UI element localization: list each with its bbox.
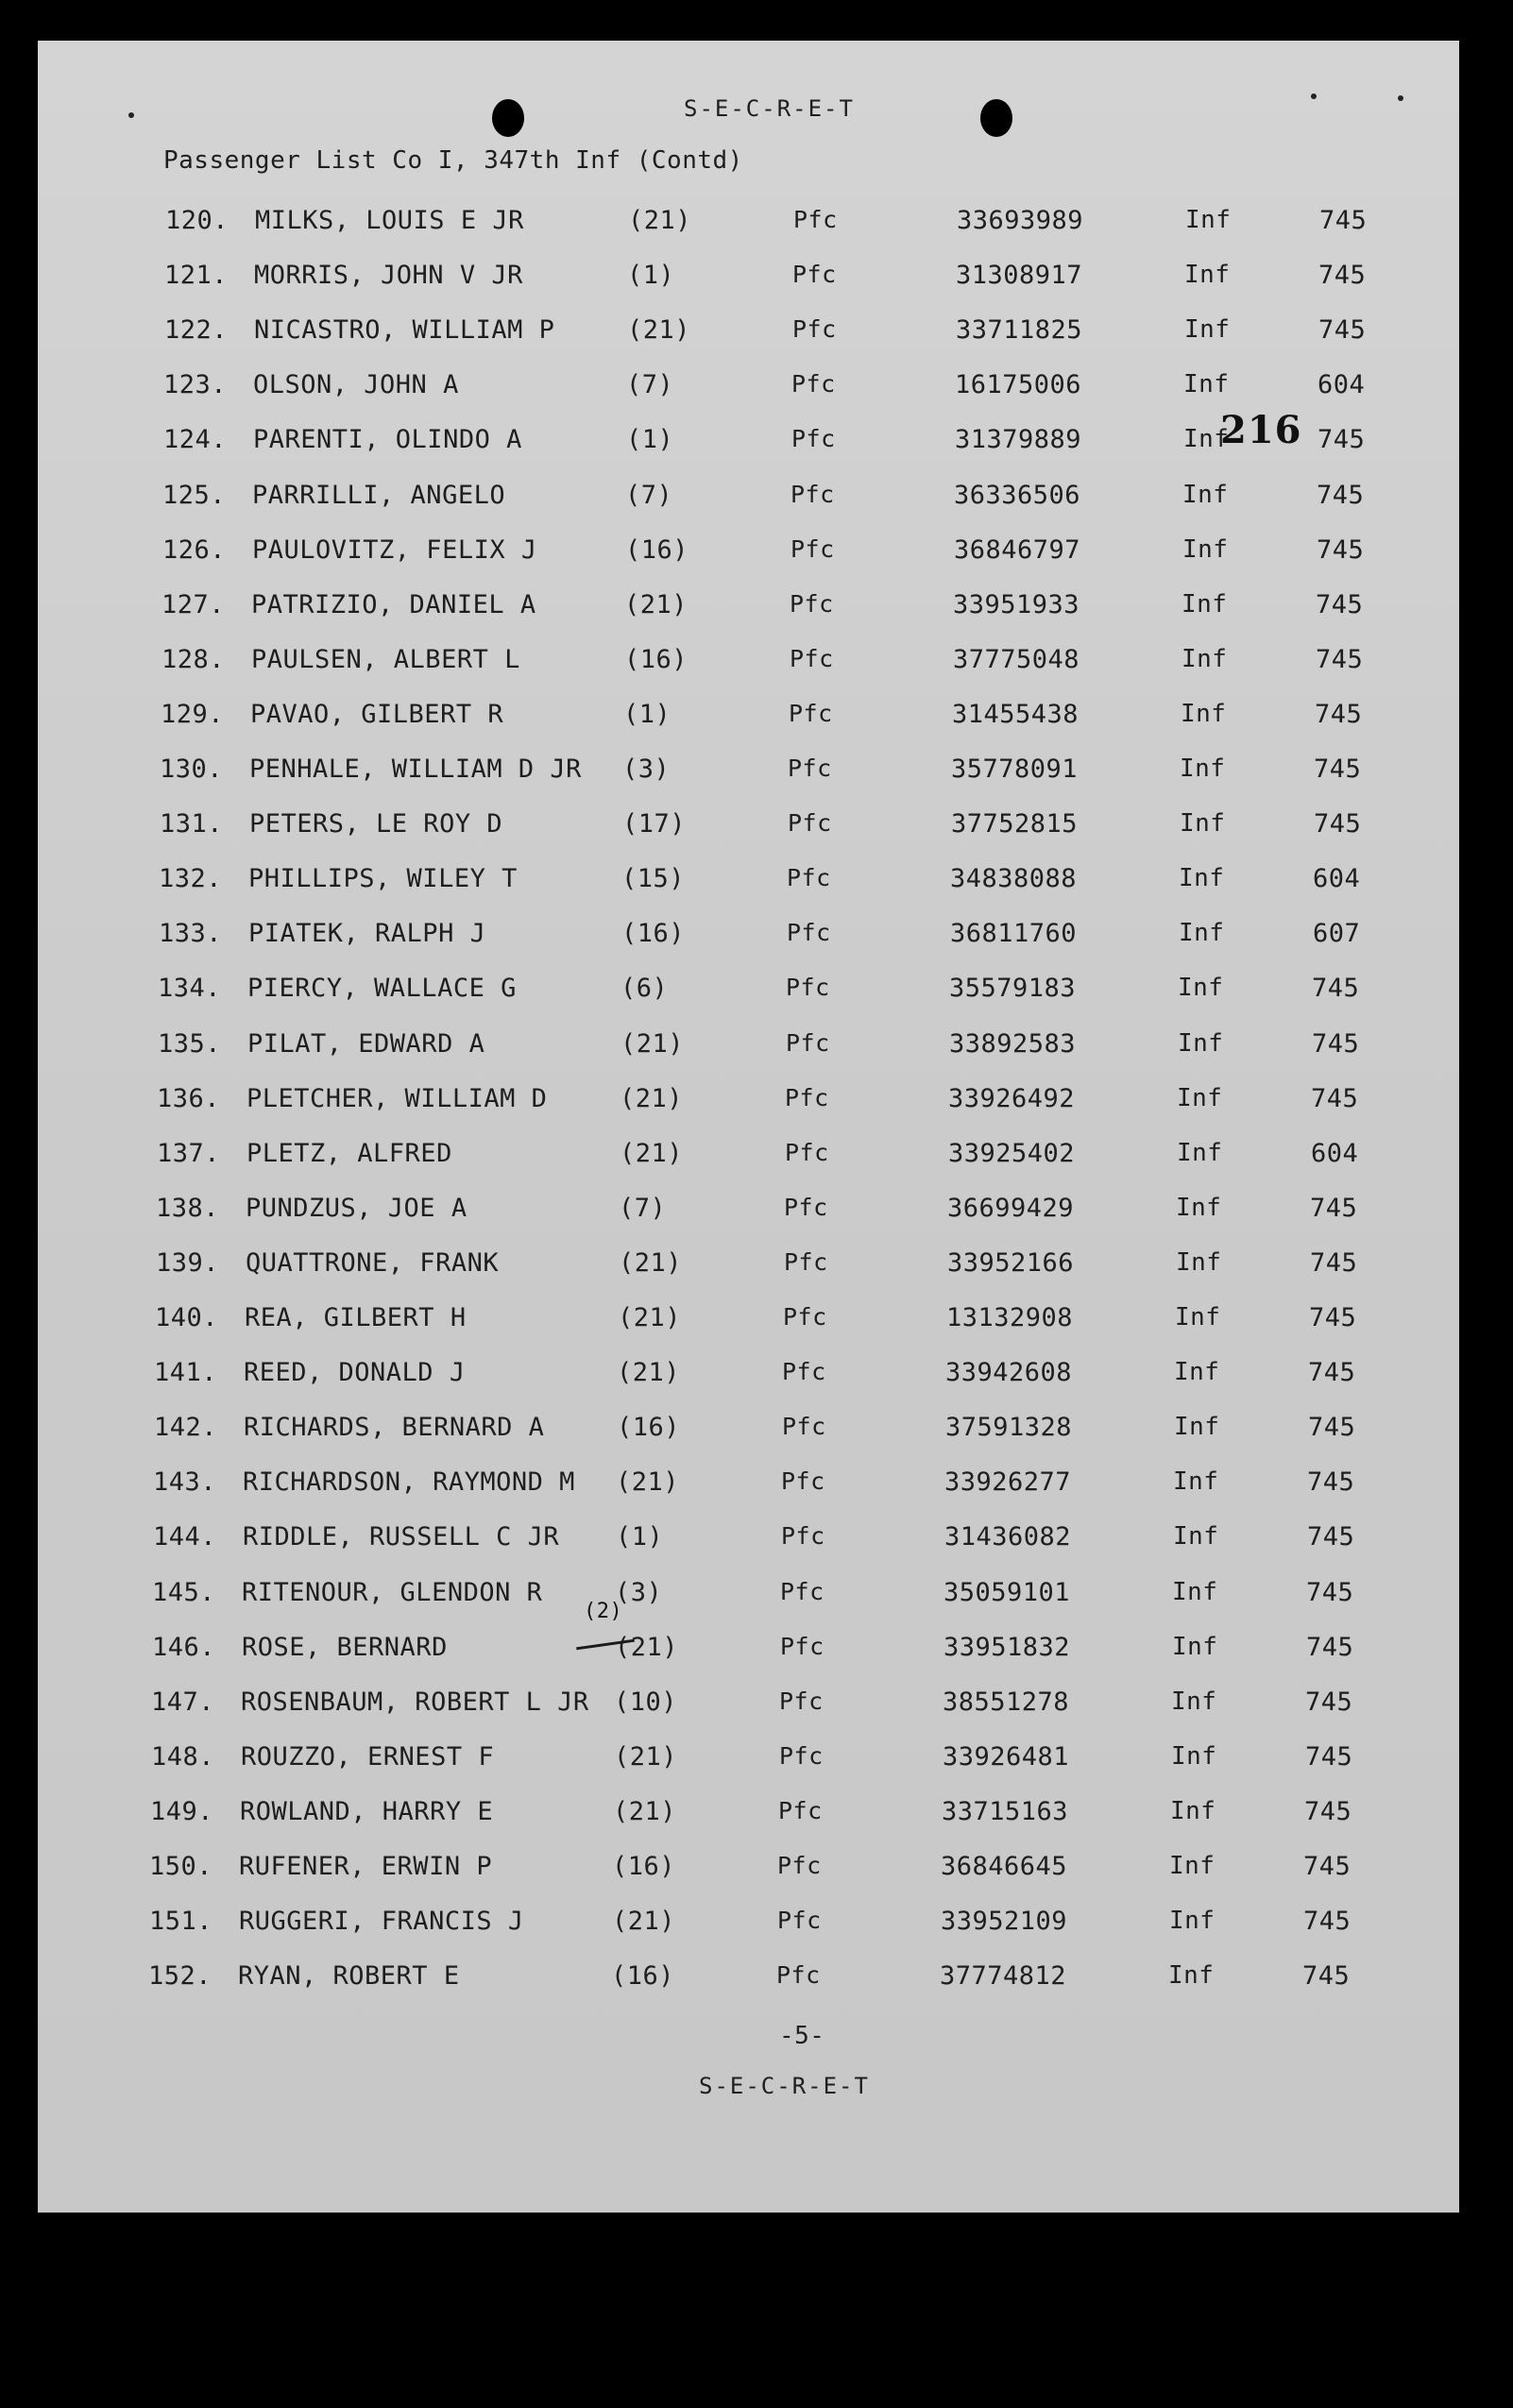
- cell-name: RICHARDS, BERNARD A: [244, 1413, 545, 1442]
- cell-rank: Pfc: [792, 261, 837, 288]
- cell-name: ROWLAND, HARRY E: [240, 1797, 494, 1826]
- cell-name: RIDDLE, RUSSELL C JR: [243, 1522, 560, 1552]
- cell-rank: Pfc: [779, 1687, 824, 1715]
- cell-num: 146.: [152, 1633, 216, 1662]
- cell-code: (7): [619, 1194, 667, 1223]
- cell-num: 152.: [148, 1961, 212, 1991]
- cell-code: (21): [620, 1139, 684, 1168]
- cell-mos: 745: [1318, 315, 1367, 345]
- cell-num: 135.: [158, 1029, 222, 1059]
- cell-rank: Pfc: [782, 1358, 826, 1385]
- cell-name: PIERCY, WALLACE G: [247, 974, 517, 1003]
- cell-num: 132.: [159, 864, 223, 893]
- classification-footer: S-E-C-R-E-T: [699, 2073, 870, 2099]
- cell-rank: Pfc: [791, 370, 836, 398]
- cell-arm: Inf: [1178, 974, 1224, 1002]
- cell-serial: 33693989: [957, 206, 1084, 235]
- cell-mos: 745: [1314, 809, 1362, 839]
- cell-num: 148.: [151, 1742, 215, 1772]
- cell-rank: Pfc: [793, 206, 838, 233]
- cell-code: (21): [618, 1303, 682, 1332]
- cell-mos: 745: [1307, 1522, 1355, 1552]
- cell-arm: Inf: [1173, 1467, 1219, 1496]
- cell-rank: Pfc: [783, 1303, 827, 1331]
- punch-hole-right: [980, 99, 1012, 137]
- cell-serial: 33926492: [948, 1084, 1076, 1113]
- cell-rank: Pfc: [784, 1248, 828, 1276]
- cell-name: NICASTRO, WILLIAM P: [254, 315, 555, 345]
- cell-name: PIATEK, RALPH J: [248, 919, 486, 948]
- cell-rank: Pfc: [787, 864, 831, 891]
- cell-code: (3): [615, 1578, 663, 1607]
- cell-rank: Pfc: [782, 1413, 826, 1440]
- cell-name: RUFENER, ERWIN P: [239, 1852, 493, 1881]
- cell-code: (16): [617, 1413, 681, 1442]
- cell-num: 138.: [156, 1194, 220, 1223]
- cell-code: (1): [626, 425, 674, 454]
- cell-mos: 745: [1314, 755, 1362, 784]
- cell-mos: 604: [1311, 1139, 1359, 1168]
- cell-rank: Pfc: [788, 755, 832, 782]
- cell-serial: 36811760: [950, 919, 1078, 948]
- cell-name: QUATTRONE, FRANK: [246, 1248, 500, 1278]
- cell-mos: 745: [1312, 1029, 1360, 1059]
- cell-serial: 37752815: [951, 809, 1079, 839]
- cell-code: (16): [612, 1852, 676, 1881]
- cell-rank: Pfc: [781, 1522, 825, 1550]
- cell-mos: 745: [1306, 1633, 1354, 1662]
- cell-mos: 745: [1304, 1797, 1352, 1826]
- cell-arm: Inf: [1174, 1358, 1220, 1386]
- cell-num: 151.: [149, 1907, 213, 1936]
- cell-arm: Inf: [1183, 370, 1230, 399]
- cell-mos: 745: [1316, 590, 1364, 619]
- cell-code: (21): [617, 1358, 681, 1387]
- cell-rank: Pfc: [780, 1578, 824, 1605]
- cell-mos: 745: [1303, 1852, 1352, 1881]
- cell-code: (7): [625, 481, 673, 510]
- cell-arm: Inf: [1175, 1303, 1221, 1331]
- cell-num: 136.: [157, 1084, 221, 1113]
- cell-num: 126.: [162, 535, 227, 565]
- cell-serial: 33715163: [942, 1797, 1069, 1826]
- cell-name: OLSON, JOHN A: [253, 370, 459, 399]
- cell-serial: 31308917: [956, 261, 1083, 290]
- cell-name: REA, GILBERT H: [245, 1303, 467, 1332]
- cell-serial: 35579183: [949, 974, 1077, 1003]
- cell-num: 145.: [152, 1578, 216, 1607]
- cell-arm: Inf: [1178, 1029, 1224, 1058]
- cell-num: 123.: [163, 370, 228, 399]
- cell-serial: 33925402: [948, 1139, 1076, 1168]
- cell-mos: 745: [1308, 1358, 1356, 1387]
- cell-serial: 33892583: [949, 1029, 1077, 1059]
- cell-num: 128.: [162, 645, 226, 674]
- speck-mark: [1398, 95, 1403, 101]
- cell-arm: Inf: [1180, 809, 1226, 838]
- cell-arm: Inf: [1170, 1797, 1216, 1825]
- cell-code: (21): [619, 1248, 683, 1278]
- cell-code: (6): [620, 974, 669, 1003]
- cell-arm: Inf: [1176, 1194, 1222, 1222]
- cell-name: RUGGERI, FRANCIS J: [239, 1907, 524, 1936]
- cell-serial: 33952166: [947, 1248, 1075, 1278]
- cell-mos: 604: [1313, 864, 1361, 893]
- cell-arm: Inf: [1180, 755, 1226, 783]
- cell-name: ROSE, BERNARD: [242, 1633, 448, 1662]
- cell-arm: Inf: [1184, 261, 1231, 289]
- cell-rank: Pfc: [790, 645, 834, 672]
- cell-serial: 37774812: [940, 1961, 1067, 1991]
- cell-mos: 604: [1318, 370, 1366, 399]
- cell-name: PAULSEN, ALBERT L: [251, 645, 520, 674]
- cell-mos: 745: [1307, 1467, 1355, 1497]
- cell-serial: 31455438: [952, 700, 1080, 729]
- cell-arm: Inf: [1171, 1687, 1217, 1716]
- cell-rank: Pfc: [780, 1633, 824, 1660]
- cell-rank: Pfc: [781, 1467, 825, 1495]
- cell-arm: Inf: [1177, 1084, 1223, 1112]
- cell-mos: 745: [1303, 1907, 1352, 1936]
- cell-serial: 37591328: [945, 1413, 1073, 1442]
- cell-name: PLETZ, ALFRED: [246, 1139, 452, 1168]
- cell-code: (1): [623, 700, 672, 729]
- cell-arm: Inf: [1169, 1907, 1216, 1935]
- cell-serial: 36846797: [954, 535, 1081, 565]
- cell-code: (7): [626, 370, 674, 399]
- cell-serial: 31436082: [944, 1522, 1072, 1552]
- cell-arm: Inf: [1181, 700, 1227, 728]
- cell-arm: Inf: [1168, 1961, 1215, 1990]
- cell-mos: 745: [1315, 700, 1363, 729]
- cell-rank: Pfc: [776, 1961, 821, 1989]
- cell-arm: Inf: [1179, 864, 1225, 892]
- cell-code: (21): [616, 1467, 680, 1497]
- cell-rank: Pfc: [786, 974, 830, 1001]
- cell-mos: 745: [1310, 1248, 1358, 1278]
- cell-serial: 31379889: [955, 425, 1082, 454]
- punch-hole-left: [492, 99, 524, 137]
- cell-arm: Inf: [1174, 1413, 1220, 1441]
- cell-code: (21): [614, 1742, 678, 1772]
- cell-num: 137.: [157, 1139, 221, 1168]
- cell-code: (21): [620, 1029, 685, 1059]
- page-stamp: 216: [1220, 408, 1302, 452]
- cell-arm: Inf: [1177, 1139, 1223, 1167]
- cell-rank: Pfc: [790, 481, 835, 508]
- cell-name: ROSENBAUM, ROBERT L JR: [241, 1687, 589, 1717]
- cell-name: RYAN, ROBERT E: [238, 1961, 460, 1991]
- cell-code: (21): [615, 1633, 679, 1662]
- cell-arm: Inf: [1183, 425, 1230, 453]
- cell-serial: 33711825: [956, 315, 1083, 345]
- cell-code: (1): [616, 1522, 664, 1552]
- cell-num: 140.: [155, 1303, 219, 1332]
- cell-name: MORRIS, JOHN V JR: [254, 261, 523, 290]
- cell-mos: 745: [1316, 645, 1364, 674]
- cell-num: 121.: [164, 261, 229, 290]
- cell-name: PARRILLI, ANGELO: [252, 481, 506, 510]
- cell-num: 150.: [149, 1852, 213, 1881]
- cell-name: PLETCHER, WILLIAM D: [246, 1084, 548, 1113]
- cell-num: 141.: [154, 1358, 218, 1387]
- cell-name: PAULOVITZ, FELIX J: [252, 535, 537, 565]
- cell-name: PAVAO, GILBERT R: [250, 700, 504, 729]
- cell-name: PETERS, LE ROY D: [249, 809, 503, 839]
- cell-rank: Pfc: [777, 1907, 822, 1934]
- cell-arm: Inf: [1182, 481, 1229, 509]
- cell-mos: 745: [1306, 1578, 1354, 1607]
- cell-mos: 745: [1305, 1742, 1353, 1772]
- cell-num: 125.: [162, 481, 227, 510]
- cell-arm: Inf: [1172, 1578, 1218, 1606]
- cell-mos: 745: [1308, 1413, 1356, 1442]
- cell-arm: Inf: [1182, 645, 1228, 673]
- cell-mos: 745: [1309, 1303, 1357, 1332]
- cell-arm: Inf: [1185, 206, 1232, 234]
- cell-rank: Pfc: [790, 590, 834, 618]
- cell-num: 143.: [153, 1467, 217, 1497]
- cell-rank: Pfc: [791, 425, 836, 452]
- cell-arm: Inf: [1169, 1852, 1216, 1880]
- cell-name: PHILLIPS, WILEY T: [248, 864, 518, 893]
- cell-rank: Pfc: [787, 919, 831, 946]
- cell-serial: 36336506: [954, 481, 1081, 510]
- cell-code: (21): [612, 1907, 676, 1936]
- cell-serial: 33951832: [944, 1633, 1071, 1662]
- cell-num: 149.: [150, 1797, 214, 1826]
- cell-code: (21): [613, 1797, 677, 1826]
- cell-serial: 34838088: [950, 864, 1078, 893]
- cell-num: 131.: [160, 809, 224, 839]
- cell-rank: Pfc: [786, 1029, 830, 1057]
- cell-num: 147.: [151, 1687, 215, 1717]
- cell-code: (17): [622, 809, 687, 839]
- cell-serial: 37775048: [953, 645, 1080, 674]
- cell-name: PENHALE, WILLIAM D JR: [249, 755, 582, 784]
- cell-serial: 16175006: [955, 370, 1082, 399]
- cell-name: PILAT, EDWARD A: [247, 1029, 485, 1059]
- cell-serial: 38551278: [943, 1687, 1070, 1717]
- cell-serial: 33951933: [953, 590, 1080, 619]
- cell-rank: Pfc: [788, 809, 832, 837]
- cell-code: (21): [628, 206, 692, 235]
- cell-serial: 35059101: [944, 1578, 1071, 1607]
- cell-code: (15): [621, 864, 686, 893]
- cell-num: 142.: [154, 1413, 218, 1442]
- cell-mos: 745: [1312, 974, 1360, 1003]
- cell-code: (1): [627, 261, 675, 290]
- handwritten-correction: (2): [584, 1600, 623, 1623]
- cell-name: REED, DONALD J: [244, 1358, 466, 1387]
- cell-num: 127.: [162, 590, 226, 619]
- cell-arm: Inf: [1173, 1522, 1219, 1551]
- cell-arm: Inf: [1182, 590, 1228, 619]
- cell-name: ROUZZO, ERNEST F: [241, 1742, 495, 1772]
- cell-num: 129.: [161, 700, 225, 729]
- cell-num: 120.: [165, 206, 230, 235]
- cell-arm: Inf: [1184, 315, 1231, 344]
- cell-code: (21): [627, 315, 691, 345]
- cell-rank: Pfc: [785, 1139, 829, 1166]
- cell-name: RITENOUR, GLENDON R: [242, 1578, 543, 1607]
- cell-name: PARENTI, OLINDO A: [253, 425, 522, 454]
- cell-rank: Pfc: [792, 315, 837, 343]
- cell-rank: Pfc: [778, 1797, 823, 1824]
- speck-mark: [128, 112, 134, 118]
- cell-mos: 607: [1313, 919, 1361, 948]
- cell-mos: 745: [1318, 261, 1367, 290]
- cell-serial: 33952109: [941, 1907, 1068, 1936]
- cell-rank: Pfc: [779, 1742, 824, 1770]
- cell-serial: 35778091: [951, 755, 1079, 784]
- cell-serial: 13132908: [946, 1303, 1074, 1332]
- cell-serial: 36699429: [947, 1194, 1075, 1223]
- cell-num: 133.: [159, 919, 223, 948]
- cell-arm: Inf: [1172, 1633, 1218, 1661]
- cell-rank: Pfc: [790, 535, 835, 563]
- cell-name: RICHARDSON, RAYMOND M: [243, 1467, 575, 1497]
- cell-mos: 745: [1318, 425, 1366, 454]
- cell-mos: 745: [1317, 535, 1365, 565]
- cell-code: (16): [624, 645, 688, 674]
- cell-num: 139.: [156, 1248, 220, 1278]
- cell-serial: 33942608: [945, 1358, 1073, 1387]
- cell-serial: 36846645: [941, 1852, 1068, 1881]
- cell-name: MILKS, LOUIS E JR: [255, 206, 524, 235]
- cell-name: PUNDZUS, JOE A: [246, 1194, 468, 1223]
- cell-serial: 33926277: [944, 1467, 1072, 1497]
- cell-code: (21): [624, 590, 688, 619]
- cell-mos: 745: [1302, 1961, 1351, 1991]
- cell-mos: 745: [1319, 206, 1368, 235]
- cell-num: 122.: [164, 315, 229, 345]
- cell-arm: Inf: [1182, 535, 1229, 564]
- cell-code: (16): [611, 1961, 675, 1991]
- cell-arm: Inf: [1176, 1248, 1222, 1277]
- cell-arm: Inf: [1171, 1742, 1217, 1771]
- cell-rank: Pfc: [777, 1852, 822, 1879]
- cell-code: (16): [625, 535, 689, 565]
- cell-arm: Inf: [1179, 919, 1225, 947]
- cell-name: PATRIZIO, DANIEL A: [251, 590, 536, 619]
- cell-num: 134.: [158, 974, 222, 1003]
- cell-code: (3): [622, 755, 671, 784]
- cell-rank: Pfc: [789, 700, 833, 727]
- cell-rank: Pfc: [784, 1194, 828, 1221]
- cell-num: 130.: [160, 755, 224, 784]
- cell-code: (16): [621, 919, 686, 948]
- cell-mos: 745: [1305, 1687, 1353, 1717]
- cell-serial: 33926481: [943, 1742, 1070, 1772]
- speck-mark: [1311, 93, 1317, 99]
- cell-rank: Pfc: [785, 1084, 829, 1111]
- page-title: Passenger List Co I, 347th Inf (Contd): [163, 146, 743, 175]
- document-page: [38, 41, 1459, 2213]
- classification-header: S-E-C-R-E-T: [684, 95, 855, 122]
- cell-num: 124.: [163, 425, 228, 454]
- page-number: -5-: [779, 2022, 825, 2050]
- cell-code: (21): [620, 1084, 684, 1113]
- cell-code: (10): [614, 1687, 678, 1717]
- cell-mos: 745: [1311, 1084, 1359, 1113]
- cell-num: 144.: [153, 1522, 217, 1552]
- cell-mos: 745: [1317, 481, 1365, 510]
- cell-mos: 745: [1310, 1194, 1358, 1223]
